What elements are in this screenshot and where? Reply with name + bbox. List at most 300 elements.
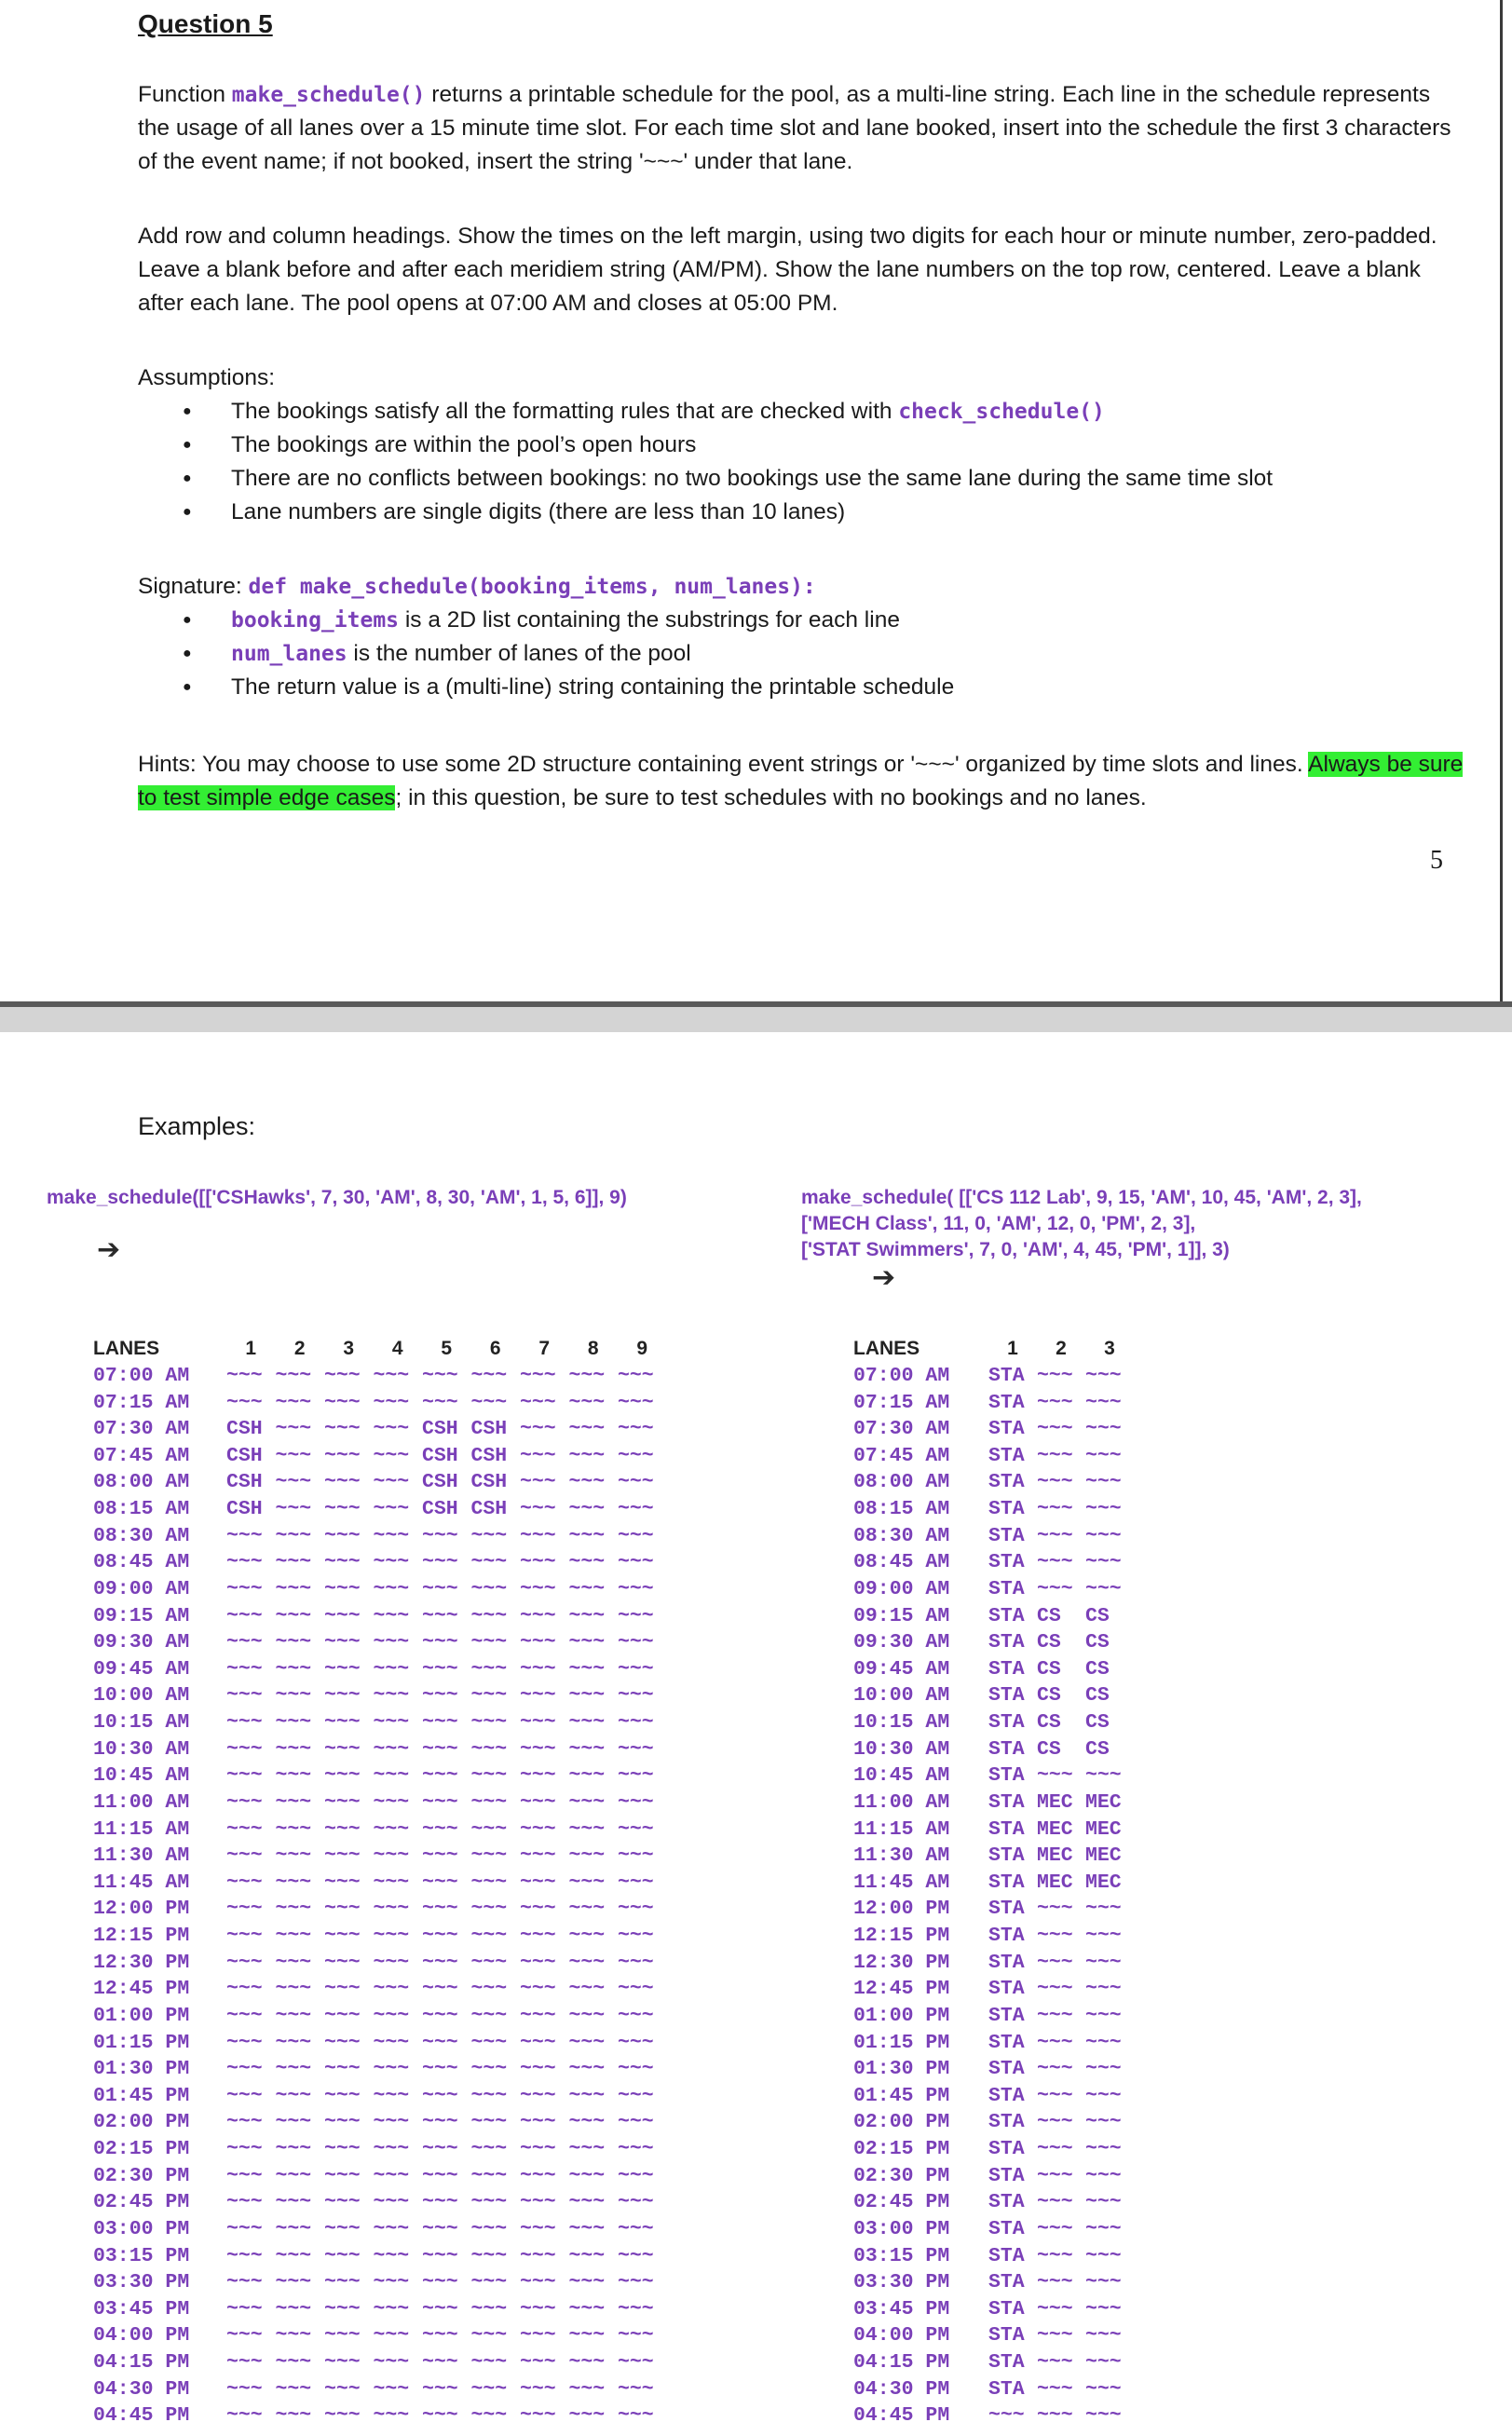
lane-number: 9: [636, 1338, 648, 1360]
time-slot: 03:45 PM: [853, 2297, 950, 2320]
time-slot: 04:15 PM: [93, 2351, 190, 2375]
lane-cell: ~~~: [226, 1764, 263, 1788]
lane-cell: ~~~: [275, 1498, 312, 1521]
lane-cell: ~~~: [324, 1684, 361, 1708]
lane-number: 3: [1104, 1338, 1115, 1360]
lane-cell: STA: [988, 1631, 1025, 1654]
lane-cell: ~~~: [520, 1577, 556, 1600]
schedule-row: [853, 2269, 1134, 2296]
lane-cell: STA: [988, 1684, 1025, 1708]
lane-cell: ~~~: [373, 1711, 410, 1735]
lane-cell: STA: [988, 1711, 1025, 1735]
lane-cell: ~~~: [470, 1951, 508, 1974]
lane-cell: ~~~: [618, 1871, 654, 1894]
lane-cell: CSH: [422, 1498, 458, 1521]
lane-cell: ~~~: [520, 1498, 556, 1521]
time-slot: 12:30 PM: [93, 1951, 190, 1974]
lane-cell: ~~~: [618, 2111, 654, 2134]
lane-cell: ~~~: [568, 1577, 606, 1600]
lane-cell: ~~~: [520, 1684, 556, 1708]
time-slot: 09:15 AM: [853, 1604, 950, 1627]
lane-cell: ~~~: [324, 1577, 361, 1600]
lane-cell: ~~~: [618, 1764, 654, 1788]
lane-cell: ~~~: [618, 1418, 654, 1441]
function-name: make_schedule(): [231, 83, 426, 107]
time-slot: 07:45 AM: [853, 1444, 950, 1467]
lane-cell: ~~~: [226, 1364, 263, 1387]
lane-cell: ~~~: [618, 1657, 654, 1681]
time-slot: 11:30 AM: [853, 1844, 950, 1868]
schedule-row: [853, 1522, 1134, 1549]
time-slot: 02:15 PM: [853, 2138, 950, 2161]
lane-cell: ~~~: [422, 1391, 458, 1414]
lane-cell: CSH: [470, 1498, 508, 1521]
lane-cell: ~~~: [520, 1471, 556, 1494]
lane-cell: CS: [1085, 1711, 1110, 1735]
lane-cell: ~~~: [618, 1844, 654, 1868]
lane-cell: ~~~: [618, 2404, 654, 2428]
lane-cell: ~~~: [568, 1737, 606, 1761]
time-slot: 08:45 AM: [93, 1551, 190, 1574]
lane-cell: ~~~: [520, 2164, 556, 2187]
lane-cell: CS: [1037, 1657, 1061, 1681]
time-slot: 02:45 PM: [853, 2191, 950, 2214]
schedule-row: [853, 2162, 1134, 2189]
lane-cell: ~~~: [1085, 1551, 1122, 1574]
lane-cell: ~~~: [422, 2031, 458, 2054]
lane-cell: ~~~: [1085, 2084, 1122, 2107]
lane-number: 4: [391, 1338, 403, 1360]
lane-cell: ~~~: [618, 2351, 654, 2375]
schedule-row: [93, 1709, 667, 1736]
schedule-row: [93, 1923, 667, 1950]
lane-cell: ~~~: [275, 2351, 312, 2375]
lane-cell: ~~~: [422, 1951, 458, 1974]
lane-cell: ~~~: [275, 1737, 312, 1761]
time-slot: 02:00 PM: [93, 2111, 190, 2134]
lane-cell: ~~~: [568, 2297, 606, 2320]
time-slot: 03:15 PM: [93, 2244, 190, 2267]
time-slot: 04:30 PM: [853, 2377, 950, 2401]
schedule-row: [93, 1949, 667, 1976]
lane-cell: CSH: [422, 1471, 458, 1494]
lane-cell: STA: [988, 2164, 1025, 2187]
lane-cell: ~~~: [373, 1684, 410, 1708]
lane-cell: ~~~: [470, 1898, 508, 1921]
lane-cell: STA: [988, 1524, 1025, 1547]
time-slot: 01:00 PM: [93, 2004, 190, 2027]
lane-cell: STA: [988, 2191, 1025, 2214]
intro-paragraph-2: Add row and column headings. Show the times on the left margin, using two digits for each hour or minute number, zero-padded. Leave a blank before and after each meridiem string (AM/PM). Show the lane numbers on the top row, centered. Leave a blank after each lane. The pool opens at 07:00 AM and closes at 05:00 PM.: [138, 224, 1437, 316]
lane-cell: ~~~: [1085, 2297, 1122, 2320]
time-slot: 10:30 AM: [93, 1737, 190, 1761]
lane-cell: ~~~: [520, 1817, 556, 1841]
lane-cell: ~~~: [470, 1364, 508, 1387]
lane-cell: ~~~: [520, 1978, 556, 2001]
lane-cell: ~~~: [618, 1790, 654, 1814]
time-slot: 10:45 AM: [93, 1764, 190, 1788]
lane-cell: ~~~: [226, 1551, 263, 1574]
schedule-row: [853, 1923, 1134, 1950]
lane-cell: ~~~: [275, 1418, 312, 1441]
lane-cell: ~~~: [1037, 2271, 1073, 2294]
lane-cell: CSH: [470, 1418, 508, 1441]
lane-cell: STA: [988, 1604, 1025, 1627]
time-slot: 03:30 PM: [93, 2271, 190, 2294]
time-slot: 11:45 AM: [93, 1871, 190, 1894]
lane-cell: ~~~: [373, 2084, 410, 2107]
lane-cell: CSH: [422, 1444, 458, 1467]
page-number: 5: [1430, 846, 1443, 875]
lane-cell: CS: [1037, 1711, 1061, 1735]
lane-cell: ~~~: [470, 1844, 508, 1868]
time-slot: 10:00 AM: [853, 1684, 950, 1708]
lane-cell: CS: [1085, 1631, 1110, 1654]
lane-cell: ~~~: [470, 1631, 508, 1654]
time-slot: 01:00 PM: [853, 2004, 950, 2027]
lane-cell: CS: [1085, 1737, 1110, 1761]
lane-cell: ~~~: [422, 1364, 458, 1387]
lane-cell: ~~~: [988, 2404, 1025, 2428]
schedule-row: [853, 2296, 1134, 2323]
lane-cell: ~~~: [520, 1871, 556, 1894]
lane-number: 3: [343, 1338, 355, 1360]
lane-cell: ~~~: [226, 1657, 263, 1681]
lanes-header-row: [93, 1336, 667, 1363]
lane-cell: STA: [988, 2004, 1025, 2027]
lane-cell: ~~~: [520, 1711, 556, 1735]
lane-cell: ~~~: [1085, 2031, 1122, 2054]
lane-cell: ~~~: [324, 1657, 361, 1681]
lane-cell: ~~~: [226, 1871, 263, 1894]
time-slot: 02:00 PM: [853, 2111, 950, 2134]
lane-cell: ~~~: [470, 1577, 508, 1600]
lane-cell: ~~~: [422, 1551, 458, 1574]
lane-cell: ~~~: [1037, 1925, 1073, 1948]
lane-cell: ~~~: [275, 2271, 312, 2294]
lane-cell: MEC: [1037, 1844, 1073, 1868]
hints-paragraph: Hints: You may choose to use some 2D structure containing event strings or '~~~' organized by time slots and lines. Always be sure to test simple edge cases; in this question, be sure to test schedules with no bookings and no lanes.: [138, 752, 1464, 810]
lane-cell: ~~~: [470, 2377, 508, 2401]
lane-cell: ~~~: [275, 2031, 312, 2054]
lane-cell: ~~~: [470, 2244, 508, 2267]
lane-cell: STA: [988, 2377, 1025, 2401]
time-slot: 04:30 PM: [93, 2377, 190, 2401]
lane-cell: ~~~: [520, 2138, 556, 2161]
lane-cell: ~~~: [275, 2084, 312, 2107]
lane-cell: CSH: [226, 1444, 263, 1467]
lane-cell: ~~~: [275, 1657, 312, 1681]
lane-cell: ~~~: [422, 1737, 458, 1761]
lane-cell: ~~~: [324, 1925, 361, 1948]
time-slot: 02:45 PM: [93, 2191, 190, 2214]
lane-cell: ~~~: [618, 2138, 654, 2161]
schedule-row: [93, 1469, 667, 1496]
lane-cell: ~~~: [373, 1364, 410, 1387]
lane-cell: ~~~: [1085, 2138, 1122, 2161]
lane-cell: STA: [988, 1364, 1025, 1387]
lane-cell: ~~~: [520, 1524, 556, 1547]
lane-cell: ~~~: [618, 2191, 654, 2214]
schedule-row: [853, 2003, 1134, 2030]
lane-cell: ~~~: [422, 2164, 458, 2187]
time-slot: 01:45 PM: [853, 2084, 950, 2107]
schedule-row: [93, 1363, 667, 1390]
time-slot: 12:45 PM: [853, 1978, 950, 2001]
lane-cell: STA: [988, 2271, 1025, 2294]
schedule-row: [93, 2349, 667, 2376]
lane-cell: MEC: [1085, 1844, 1122, 1868]
lane-cell: ~~~: [618, 2031, 654, 2054]
lane-cell: ~~~: [226, 1790, 263, 1814]
lane-cell: ~~~: [373, 1790, 410, 1814]
lane-cell: ~~~: [1085, 2351, 1122, 2375]
lane-cell: STA: [988, 1925, 1025, 1948]
lane-cell: ~~~: [226, 1684, 263, 1708]
time-slot: 09:00 AM: [853, 1577, 950, 1600]
time-slot: 08:30 AM: [853, 1524, 950, 1547]
time-slot: 02:15 PM: [93, 2138, 190, 2161]
lane-cell: ~~~: [1037, 2191, 1073, 2214]
time-slot: 01:30 PM: [853, 2058, 950, 2081]
lane-cell: ~~~: [275, 1551, 312, 1574]
lane-cell: ~~~: [422, 2004, 458, 2027]
schedule-row: [93, 1790, 667, 1817]
lane-cell: ~~~: [324, 2217, 361, 2240]
lane-cell: ~~~: [1037, 1418, 1073, 1441]
time-slot: 03:00 PM: [853, 2217, 950, 2240]
lane-cell: ~~~: [1037, 2138, 1073, 2161]
lane-cell: ~~~: [1085, 1418, 1122, 1441]
lane-cell: ~~~: [520, 2217, 556, 2240]
lane-cell: ~~~: [470, 2058, 508, 2081]
lane-cell: ~~~: [226, 2244, 263, 2267]
lane-cell: ~~~: [470, 2138, 508, 2161]
lane-cell: ~~~: [520, 1657, 556, 1681]
lane-cell: ~~~: [373, 1444, 410, 1467]
time-slot: 08:00 AM: [93, 1471, 190, 1494]
lane-cell: ~~~: [1037, 1951, 1073, 1974]
lane-cell: MEC: [1085, 1817, 1122, 1841]
lane-cell: ~~~: [568, 2351, 606, 2375]
lane-cell: STA: [988, 1471, 1025, 1494]
lane-cell: ~~~: [373, 2271, 410, 2294]
lane-cell: ~~~: [1037, 2324, 1073, 2348]
lane-cell: STA: [988, 1871, 1025, 1894]
lane-cell: ~~~: [226, 2084, 263, 2107]
lane-cell: CSH: [470, 1444, 508, 1467]
time-slot: 01:15 PM: [853, 2031, 950, 2054]
schedule-row: [93, 2216, 667, 2243]
schedule-row: [853, 1443, 1134, 1470]
lane-cell: ~~~: [226, 2004, 263, 2027]
lane-cell: CS: [1037, 1737, 1061, 1761]
lane-cell: ~~~: [422, 2058, 458, 2081]
lane-cell: ~~~: [568, 1790, 606, 1814]
lane-cell: ~~~: [520, 2351, 556, 2375]
schedule-row: [853, 1976, 1134, 2003]
lane-cell: ~~~: [618, 1978, 654, 2001]
schedule-row: [93, 2162, 667, 2189]
lane-cell: ~~~: [568, 1817, 606, 1841]
lane-cell: ~~~: [373, 2191, 410, 2214]
lane-cell: CSH: [422, 1418, 458, 1441]
lane-cell: ~~~: [568, 1764, 606, 1788]
lane-cell: STA: [988, 1498, 1025, 1521]
schedule-row: [853, 1416, 1134, 1443]
arrow-icon: ➔: [872, 1262, 896, 1293]
lane-cell: ~~~: [618, 2084, 654, 2107]
time-slot: 04:45 PM: [93, 2404, 190, 2428]
lane-cell: ~~~: [568, 2031, 606, 2054]
lane-cell: ~~~: [324, 1844, 361, 1868]
lane-cell: ~~~: [422, 1657, 458, 1681]
lane-cell: ~~~: [1085, 2217, 1122, 2240]
lane-cell: ~~~: [1037, 1764, 1073, 1788]
list-item: ● booking_items is a 2D list containing the substrings for each line: [177, 604, 954, 637]
lane-cell: ~~~: [470, 1737, 508, 1761]
lane-cell: ~~~: [226, 2404, 263, 2428]
schedule-row: [853, 1682, 1134, 1709]
lane-cell: ~~~: [373, 2164, 410, 2187]
time-slot: 02:30 PM: [853, 2164, 950, 2187]
list-item: ● The return value is a (multi-line) string containing the printable schedule: [177, 671, 954, 704]
schedule-row: [93, 2003, 667, 2030]
examples-heading: Examples:: [138, 1112, 256, 1140]
lane-cell: ~~~: [470, 1711, 508, 1735]
lane-cell: ~~~: [275, 1711, 312, 1735]
lane-cell: ~~~: [324, 2004, 361, 2027]
lane-cell: CSH: [470, 1471, 508, 1494]
time-slot: 11:00 AM: [853, 1790, 950, 1814]
lane-cell: STA: [988, 1391, 1025, 1414]
lane-cell: ~~~: [324, 1524, 361, 1547]
lane-cell: STA: [988, 2058, 1025, 2081]
lane-cell: ~~~: [373, 1764, 410, 1788]
schedule-row: [93, 2029, 667, 2056]
time-slot: 09:15 AM: [93, 1604, 190, 1627]
lane-cell: ~~~: [373, 2404, 410, 2428]
lane-cell: ~~~: [568, 2111, 606, 2134]
lane-cell: ~~~: [568, 1498, 606, 1521]
lane-cell: STA: [988, 1577, 1025, 1600]
schedule-row: [93, 1870, 667, 1897]
schedule-row: [853, 1389, 1134, 1416]
assumptions-heading: Assumptions:: [138, 365, 276, 390]
lane-cell: ~~~: [470, 1871, 508, 1894]
schedule-row: [853, 2375, 1134, 2402]
time-slot: 03:15 PM: [853, 2244, 950, 2267]
lane-cell: ~~~: [1037, 2351, 1073, 2375]
lane-cell: MEC: [1085, 1790, 1122, 1814]
time-slot: 10:30 AM: [853, 1737, 950, 1761]
lane-cell: ~~~: [275, 2377, 312, 2401]
lane-cell: ~~~: [226, 2217, 263, 2240]
highlighted-text: Always be sure to test simple edge cases: [138, 752, 1464, 810]
list-item: ● num_lanes is the number of lanes of the pool: [177, 637, 954, 671]
lane-cell: ~~~: [324, 1737, 361, 1761]
lane-number: 6: [489, 1338, 501, 1360]
lane-cell: ~~~: [1037, 2004, 1073, 2027]
time-slot: 01:30 PM: [93, 2058, 190, 2081]
lane-cell: STA: [988, 1551, 1025, 1574]
lane-cell: ~~~: [470, 2297, 508, 2320]
lane-cell: ~~~: [324, 2404, 361, 2428]
lane-cell: STA: [988, 2031, 1025, 2054]
schedule-row: [853, 2136, 1134, 2163]
time-slot: 08:15 AM: [93, 1498, 190, 1521]
lane-cell: ~~~: [520, 2297, 556, 2320]
schedule-row: [853, 1870, 1134, 1897]
lane-cell: ~~~: [324, 2191, 361, 2214]
lane-cell: ~~~: [520, 2058, 556, 2081]
lane-cell: ~~~: [373, 1978, 410, 2001]
schedule-row: [853, 1816, 1134, 1843]
lane-cell: ~~~: [275, 1684, 312, 1708]
lane-cell: ~~~: [1037, 1551, 1073, 1574]
lane-cell: ~~~: [568, 2404, 606, 2428]
lane-cell: ~~~: [568, 2377, 606, 2401]
lane-cell: ~~~: [324, 2271, 361, 2294]
lane-cell: STA: [988, 1817, 1025, 1841]
lane-cell: ~~~: [324, 1711, 361, 1735]
time-slot: 07:30 AM: [853, 1418, 950, 1441]
lane-cell: ~~~: [275, 1871, 312, 1894]
lane-cell: ~~~: [520, 1551, 556, 1574]
lane-cell: ~~~: [226, 2138, 263, 2161]
lane-cell: ~~~: [324, 2031, 361, 2054]
time-slot: 09:30 AM: [853, 1631, 950, 1654]
lane-cell: ~~~: [226, 1737, 263, 1761]
lane-cell: ~~~: [275, 1764, 312, 1788]
lane-cell: ~~~: [1085, 2111, 1122, 2134]
lane-cell: ~~~: [618, 2244, 654, 2267]
lane-cell: ~~~: [1085, 1498, 1122, 1521]
lane-cell: ~~~: [1037, 2058, 1073, 2081]
lane-number: 2: [1056, 1338, 1067, 1360]
schedule-row: [93, 1735, 667, 1762]
list-item: ● Lane numbers are single digits (there are less than 10 lanes): [177, 496, 1273, 529]
lane-number: 2: [293, 1338, 306, 1360]
lane-cell: ~~~: [275, 1790, 312, 1814]
lane-cell: ~~~: [226, 2377, 263, 2401]
lane-cell: ~~~: [324, 1444, 361, 1467]
lane-cell: ~~~: [470, 2004, 508, 2027]
lane-cell: ~~~: [324, 1898, 361, 1921]
lane-cell: ~~~: [324, 1551, 361, 1574]
lane-cell: ~~~: [422, 2111, 458, 2134]
lane-cell: ~~~: [373, 2217, 410, 2240]
time-slot: 07:15 AM: [853, 1391, 950, 1414]
lane-cell: ~~~: [373, 1418, 410, 1441]
lane-cell: ~~~: [422, 2351, 458, 2375]
lane-cell: ~~~: [422, 1898, 458, 1921]
lane-cell: ~~~: [422, 2084, 458, 2107]
lane-cell: ~~~: [226, 2164, 263, 2187]
lane-cell: ~~~: [618, 1925, 654, 1948]
schedule-row: [93, 2056, 667, 2083]
lane-cell: ~~~: [373, 2377, 410, 2401]
question-title: Question 5: [138, 9, 273, 38]
lane-cell: ~~~: [373, 1498, 410, 1521]
lane-cell: ~~~: [568, 1844, 606, 1868]
lane-cell: ~~~: [470, 2031, 508, 2054]
lane-cell: CS: [1037, 1684, 1061, 1708]
time-slot: 10:00 AM: [93, 1684, 190, 1708]
lane-cell: ~~~: [324, 2084, 361, 2107]
lane-cell: ~~~: [373, 1471, 410, 1494]
time-slot: 12:45 PM: [93, 1978, 190, 2001]
